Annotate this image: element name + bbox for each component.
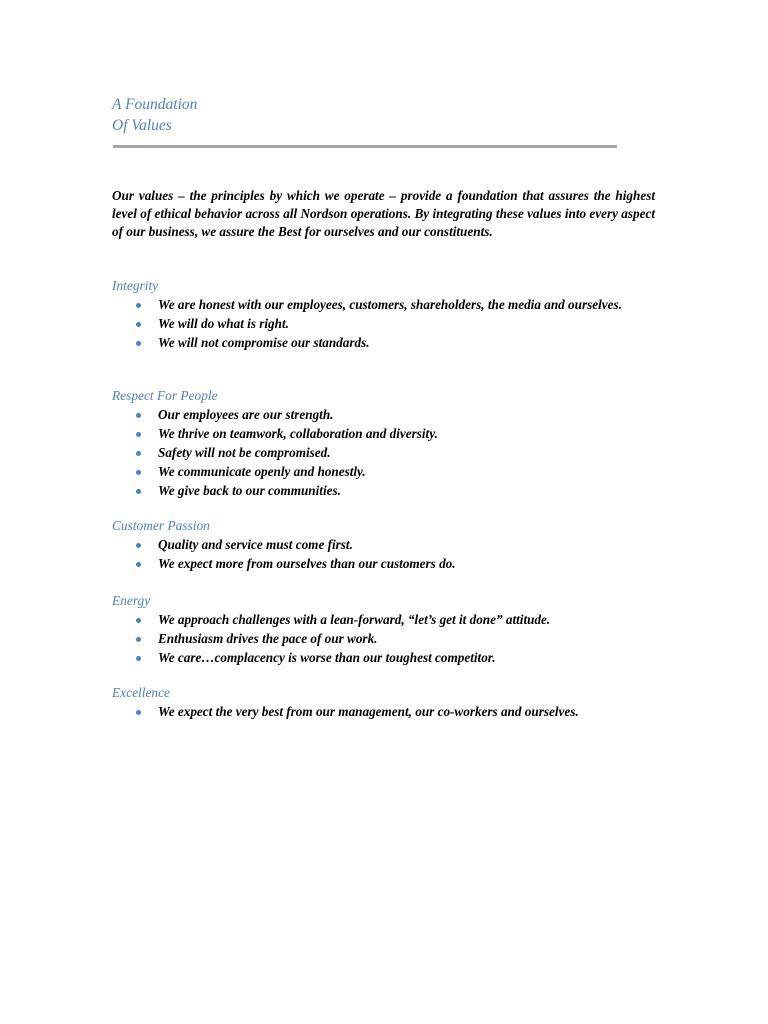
list-item	[112, 334, 655, 352]
page-title	[112, 94, 197, 136]
bullet-icon	[136, 451, 141, 456]
list-item-text: We thrive on teamwork, collaboration and diversity.	[158, 426, 438, 441]
bullet-list	[112, 703, 655, 721]
bullet-icon	[136, 341, 141, 346]
list-item-text: We expect the very best from our management, our co-workers and ourselves.	[158, 704, 579, 719]
list-item-text: We expect more from ourselves than our customers do.	[158, 556, 456, 571]
list-item	[112, 649, 655, 667]
bullet-icon	[136, 322, 141, 327]
list-item	[112, 611, 655, 629]
list-item	[112, 630, 655, 648]
bullet-icon	[136, 470, 141, 475]
section-heading: Integrity	[112, 278, 159, 293]
page-title-line-1: A Foundation	[112, 96, 198, 113]
bullet-icon	[136, 618, 141, 623]
list-item	[112, 536, 655, 554]
bullet-list	[112, 536, 655, 573]
title-divider	[113, 145, 617, 148]
section-customer-passion	[112, 517, 655, 574]
section-heading: Energy	[112, 593, 151, 608]
list-item-text: We care…complacency is worse than our toughest competitor.	[158, 650, 496, 665]
bullet-icon	[136, 710, 141, 715]
list-item	[112, 296, 655, 314]
section-excellence	[112, 684, 655, 722]
bullet-icon	[136, 656, 141, 661]
section-energy	[112, 592, 655, 668]
list-item	[112, 555, 655, 573]
list-item	[112, 482, 655, 500]
intro-paragraph: Our values – the principles by which we operate – provide a foundation that assures the highest level of ethical behavior across all Nordson operations. By integrating these values into every aspect of our business, we assure the Best for ourselves and our constituents.	[112, 188, 655, 240]
list-item-text: We will do what is right.	[158, 316, 289, 331]
bullet-list	[112, 406, 655, 500]
list-item-text: Safety will not be compromised.	[158, 445, 331, 460]
bullet-icon	[136, 413, 141, 418]
list-item-text: We give back to our communities.	[158, 483, 341, 498]
list-item	[112, 425, 655, 443]
list-item-text: Our employees are our strength.	[158, 407, 334, 422]
list-item-text: Enthusiasm drives the pace of our work.	[158, 631, 378, 646]
page-title-line-2: Of Values	[112, 117, 172, 134]
section-heading: Excellence	[112, 685, 170, 700]
list-item	[112, 444, 655, 462]
list-item-text: Quality and service must come first.	[158, 537, 353, 552]
bullet-icon	[136, 637, 141, 642]
list-item-text: We are honest with our employees, customers, shareholders, the media and ourselves.	[158, 297, 622, 312]
bullet-icon	[136, 432, 141, 437]
bullet-icon	[136, 543, 141, 548]
bullet-list	[112, 611, 655, 667]
section-respect-for-people	[112, 387, 655, 501]
list-item-text: We communicate openly and honestly.	[158, 464, 366, 479]
list-item	[112, 315, 655, 333]
section-heading: Customer Passion	[112, 518, 210, 533]
list-item	[112, 703, 655, 721]
bullet-icon	[136, 303, 141, 308]
section-heading: Respect For People	[112, 388, 218, 403]
bullet-list	[112, 296, 655, 352]
list-item-text: We will not compromise our standards.	[158, 335, 370, 350]
list-item	[112, 406, 655, 424]
section-integrity	[112, 277, 655, 353]
list-item-text: We approach challenges with a lean-forward, “let’s get it done” attitude.	[158, 612, 551, 627]
bullet-icon	[136, 489, 141, 494]
bullet-icon	[136, 562, 141, 567]
list-item	[112, 463, 655, 481]
